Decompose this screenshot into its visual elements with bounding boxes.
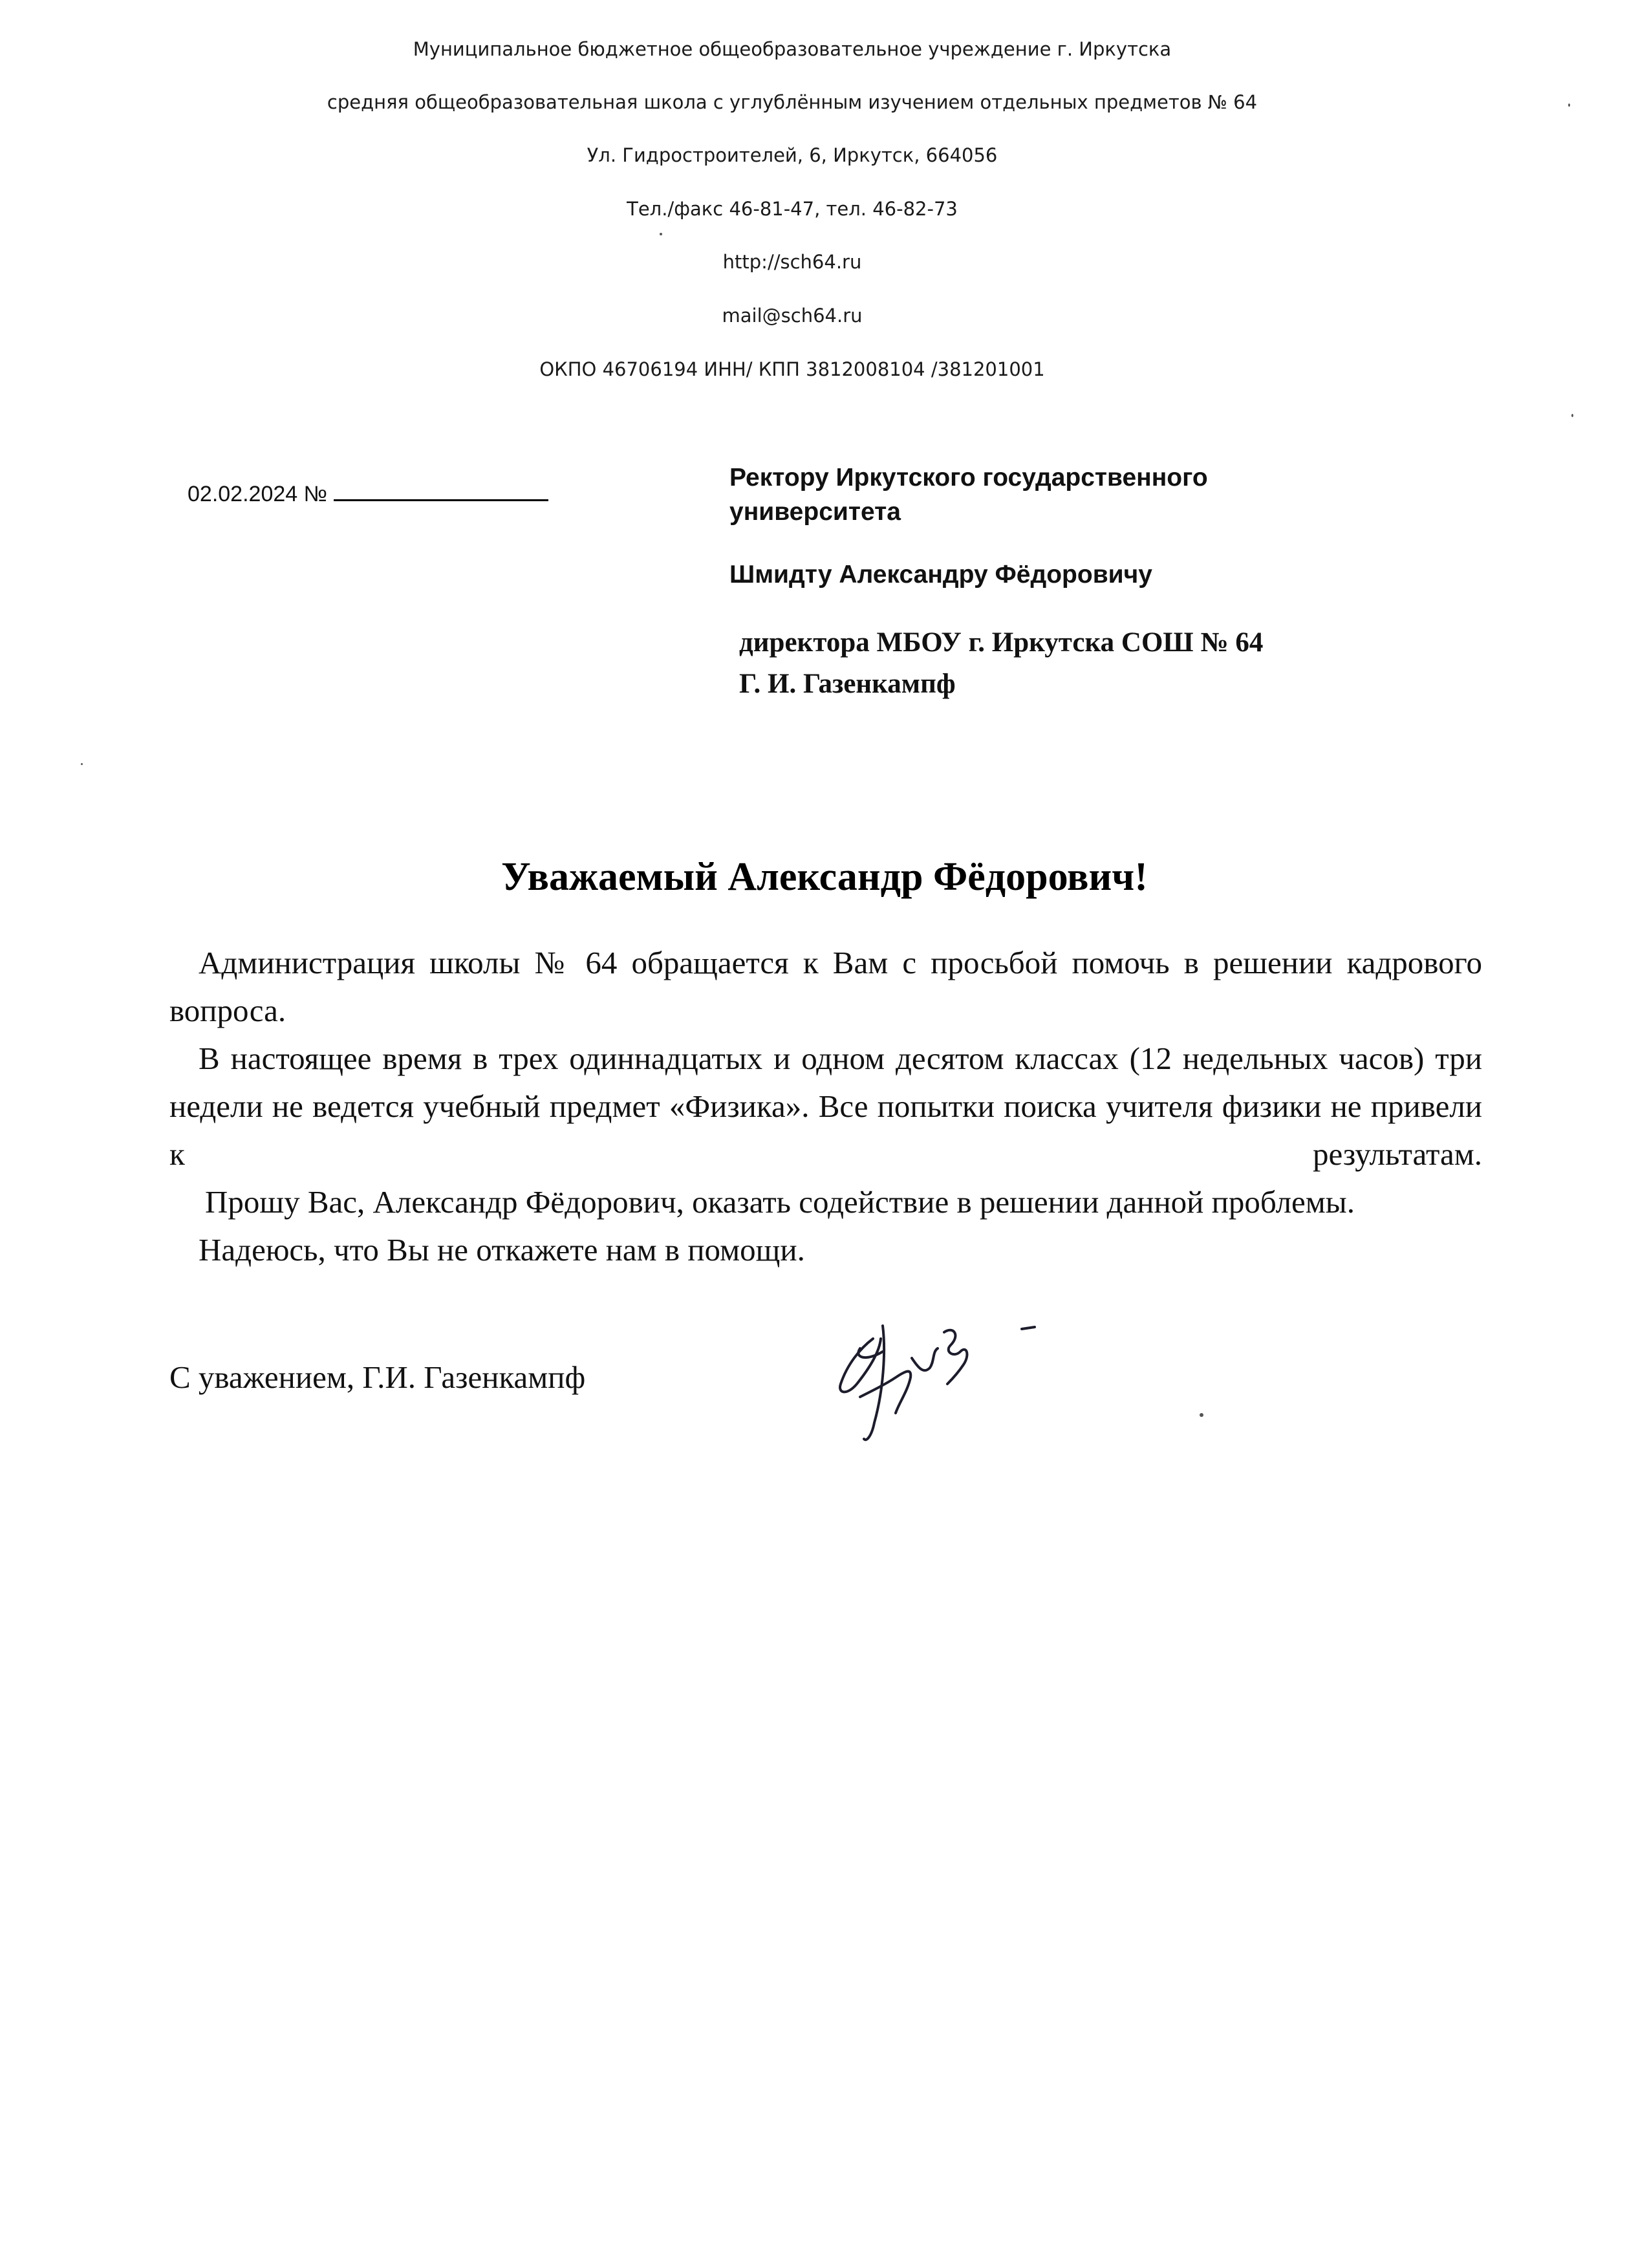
body-paragraph-2: В настоящее время в трех одиннадцатых и одном десятом классах (12 недельных часов) три недели не ведется учебный предмет «Физика». Все попытки поиска учителя физики не привели к результатам. — [169, 1041, 1482, 1172]
scan-speck — [1568, 103, 1570, 107]
sender-name: Г. И. Газенкампф — [739, 669, 956, 699]
closing-line: С уважением, Г.И. Газенкампф — [169, 1359, 586, 1395]
body-text — [169, 939, 1482, 1274]
date-number-line — [188, 482, 548, 507]
org-website: http://sch64.ru — [722, 251, 862, 273]
body-paragraph-1: Администрация школы № 64 обращается к Вам с просьбой помочь в решении кадрового вопроса. — [169, 945, 1482, 1028]
org-address: Ул. Гидростроителей, 6, Иркутск, 664056 — [587, 144, 998, 166]
handwritten-signature — [821, 1313, 1067, 1462]
scan-speck — [81, 763, 83, 765]
scan-speck — [660, 233, 662, 235]
scan-speck — [1571, 414, 1573, 417]
letter-date: 02.02.2024 № — [188, 482, 328, 506]
number-blank-line — [334, 482, 548, 501]
salutation-heading: Уважаемый Александр Фёдорович! — [501, 855, 1148, 899]
org-name-line1: Муниципальное бюджетное общеобразовательное учреждение г. Иркутска — [413, 38, 1172, 60]
scan-speck — [1200, 1413, 1203, 1417]
org-email: mail@sch64.ru — [722, 305, 863, 327]
org-codes: ОКПО 46706194 ИНН/ КПП 3812008104 /381201001 — [539, 358, 1045, 380]
body-paragraph-3: Прошу Вас, Александр Фёдорович, оказать содействие в решении данной проблемы. — [205, 1184, 1355, 1220]
addressee-line1: Ректору Иркутского государственного — [729, 464, 1208, 491]
addressee-name: Шмидту Александру Фёдоровичу — [729, 561, 1152, 589]
org-phones: Тел./факс 46-81-47, тел. 46-82-73 — [627, 198, 958, 220]
addressee-line2: университета — [729, 498, 901, 526]
org-name-line2: средняя общеобразовательная школа с углублённым изучением отдельных предметов № 64 — [327, 91, 1258, 113]
sender-position: директора МБОУ г. Иркутска СОШ № 64 — [739, 627, 1264, 658]
body-paragraph-4: Надеюсь, что Вы не откажете нам в помощи. — [199, 1232, 805, 1268]
